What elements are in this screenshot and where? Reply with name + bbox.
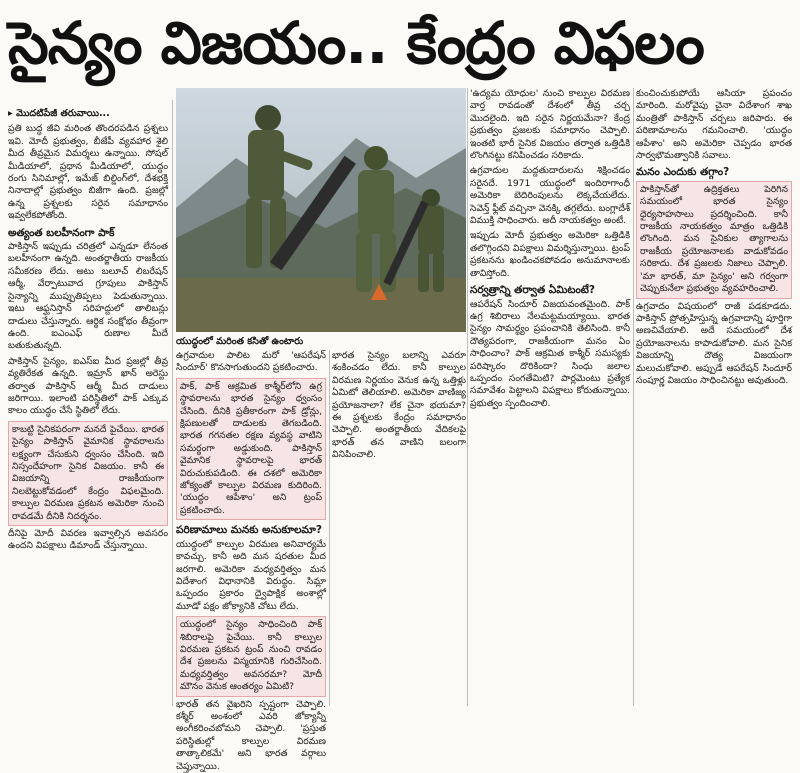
paragraph: ఉగ్రవాదుల పాలిట మరో 'ఆపరేషన్ సిందూర్' కొనసాగుతుందని ప్రకటించారు. bbox=[176, 350, 326, 374]
paragraph: భారత సైన్యం బలాన్ని ఎవరూ శంకించడం లేదు. కానీ కాల్పుల విరమణ నిర్ణయం వెనుక ఉన్న ఒత్తిళ్లు ఏమిటో తెలియాలి. అమెరికా వాణిజ్య ప్రయోజనాలా? లేక చైనా భయమా? ఈ ప్రశ్నలకు కేంద్రం సమాధానం చెప్పాలి. అంతర్జాతీయ వేదికలపై భారత్ తన వాణిని బలంగా వినిపించాలి. bbox=[332, 350, 466, 461]
continued-from-tag: ▸ మొదటిపేజీ తరువాయి... bbox=[8, 108, 110, 119]
paragraph: ప్రతి బుద్ధ జీవి మరింత తొందరపడిన ప్రశ్నలు ఇవి. మోదీ ప్రభుత్వం, బీజేపీ వ్యవహార శైలి మీద తీవ్రమైన విమర్శలు ఉన్నాయి. సోషల్ మీడియాలో, ప్రధాన మీడియాలో, యుద్ధం రంగు సినిమాల్లో, ఇమేజ్ బిల్డింగ్‌లో, దేశభక్తి నినాదాల్లో ప్రభుత్వం బిజీగా ఉంది. ప్రజల్లో ఉన్న ప్రశ్నలకు సరైన సమాధానం ఇవ్వలేకపోతోంది. bbox=[8, 123, 168, 222]
subheading: మనం ఎందుకు తగ్గాం? bbox=[636, 166, 730, 179]
column-divider bbox=[329, 350, 330, 706]
paragraph: 'ఉద్యమ యోధుల' నుంచి కాల్పుల విరమణ వార్త రావడంతో దేశంలో తీవ్ర చర్చ మొదలైంది. ఇది సరైన నిర్ణయమేనా? కేంద్ర ప్రభుత్వం ప్రజలకు సమాధానం చెప్పాలి. ఇంతటి భారీ సైనిక విజయం తర్వాత ఒత్తిడికి లొంగినట్టు కనిపించడం సరికాదు. bbox=[470, 88, 630, 162]
paragraph: యుద్ధంలో కాల్పుల విరమణ అనివార్యమే కావచ్చు. కానీ అది మన షరతుల మీద జరగాలి. అమెరికా మధ్యవర్తిత్వం మన విదేశాంగ విధానానికి విరుద్ధం. సిమ్లా ఒప్పందం ప్రకారం ద్వైపాక్షిక అంశాల్లో మూడో పక్షం జోక్యానికి చోటు లేదు. bbox=[176, 538, 326, 612]
paragraph: పాకిస్తాన్ సైన్యం, ఐఎస్ఐ మీద ప్రజల్లో తీవ్ర వ్యతిరేకత ఉన్నది. ఇమ్రాన్ ఖాన్ అరెస్టు తర్వాత పాకిస్తాన్ ఆర్మీ మీద దాడులు జరిగాయి. ఇలాంటి పరిస్థితిలో పాక్ ఎక్కువ కాలం యుద్ధం చేసే స్థితిలో లేదు. bbox=[8, 355, 168, 417]
subheading: సర్వత్రాన్ని తర్వాత ఏమిటంటే? bbox=[470, 284, 596, 297]
byline: మొదటిపేజీ తరువాయి... bbox=[16, 108, 110, 119]
column-divider bbox=[467, 88, 468, 706]
column-4 bbox=[636, 88, 792, 708]
paragraph: ఉగ్రవాదం విషయంలో రాజీ పడకూడదు. పాకిస్తాన్ ప్రోత్సహిస్తున్న ఉగ్రవాదాన్ని పూర్తిగా అణచివేయాలి. అదే సమయంలో దేశ ప్రయోజనాలను కాపాడుకోవాలి. మన సైనిక విజయాన్ని దౌత్య విజయంగా మలుచుకోవాలి. అప్పుడే ఆపరేషన్ సిందూర్ సంపూర్ణ విజయం సాధించినట్టు అవుతుంది. bbox=[636, 300, 792, 386]
column-2b bbox=[332, 350, 466, 708]
soldiers-image bbox=[176, 88, 466, 332]
highlight-box: పాక్, పాక్ ఆక్రమిత కాశ్మీర్‌లోని ఉగ్ర స్థావరాలను భారత సైన్యం ధ్వంసం చేసింది. దీనికి ప్రతీకారంగా పాక్ డ్రోన్లు, క్షిపణులతో దాడులకు తెగబడింది. భారత గగనతల రక్షణ వ్యవస్థ వాటిని సమర్థంగా అడ్డుకుంది. పాకిస్తాన్ వైమానిక స్థావరాలపై భారత్ విరుచుకుపడింది. ఈ దశలో అమెరికా జోక్యంతో కాల్పుల విరమణ కుదిరింది. 'యుద్ధం ఆపేశాం' అని ట్రంప్ ప్రకటించారు. bbox=[176, 378, 326, 520]
highlight-box: పాకిస్తాన్‌తో ఉద్రిక్తతలు పెరిగిన సమయంలో భారత సైన్యం ధైర్యసాహసాలు ప్రదర్శించింది. కానీ రాజకీయ నాయకత్వం మాత్రం ఒత్తిడికి లొంగింది. మన సైనికుల త్యాగాలను రాజకీయ ప్రయోజనాలకు వాడుకోవడం సరికాదు. దేశ ప్రజలకు నిజాలు చెప్పాలి. 'మా భారత్, మా సైన్యం' అని గర్వంగా చెప్పుకునేలా ప్రభుత్వం వ్యవహరించాలి. bbox=[636, 181, 792, 299]
paragraph: దీనిపై మోదీ వివరణ ఇవ్వాల్సిన అవసరం ఉందని విపక్షాలు డిమాండ్ చేస్తున్నాయి. bbox=[8, 528, 168, 552]
subheading: అత్యంత బలహీనంగా పాక్ bbox=[8, 226, 115, 239]
column-divider bbox=[633, 88, 634, 706]
column-1 bbox=[8, 108, 168, 708]
highlight-box: యుద్ధంలో సైన్యం సాధించింది పాక్ శిబిరాలపై పైచేయి. కానీ కాల్పుల విరమణ ప్రకటన ట్రంప్ నుంచి రావడం దేశ ప్రజలను విస్మయానికి గురిచేసింది. మధ్యవర్తిత్వం అవసరమా? మోదీ మౌనం వెనుక ఆంతర్యం ఏమిటి? bbox=[176, 616, 326, 696]
headline: సైన్యం విజయం.. కేంద్రం విఫలం bbox=[8, 9, 704, 77]
highlight-box: కాబట్టి సైనికపరంగా మనదే పైచేయి. భారత సైన్యం పాకిస్తాన్ వైమానిక స్థావరాలను లక్ష్యంగా చేసుకుని ధ్వంసం చేసింది. ఇది నిస్సందేహంగా సైనిక విజయం. కానీ ఈ విజయాన్ని రాజకీయంగా నిలబెట్టుకోవడంలో కేంద్రం విఫలమైంది. కాల్పుల విరమణ ప్రకటన అమెరికా నుంచి రావడమే దీనికి నిదర్శనం. bbox=[8, 421, 168, 526]
soldiers-photo bbox=[176, 88, 466, 332]
paragraph: భారత్ తన వైఖరిని స్పష్టంగా చెప్పాలి. కశ్మీర్ అంశంలో ఎవరి జోక్యాన్నీ అంగీకరించబోమని చెప్పాలి. 'ప్రస్తుత పరిస్థితుల్లో కాల్పుల విరమణ తాత్కాలికమే' అని భారత వర్గాలు చెప్తున్నాయి. bbox=[176, 698, 326, 772]
column-divider bbox=[172, 100, 173, 706]
column-2 bbox=[176, 350, 326, 772]
paragraph: ఇప్పుడు మోదీ ప్రభుత్వం అమెరికా ఒత్తిడికి తలొగ్గిందని విపక్షాలు విమర్శిస్తున్నాయి. ట్రంప్ ప్రకటనను ఖండించకపోవడం అనుమానాలకు తావిస్తోంది. bbox=[470, 230, 630, 279]
paragraph: ఉగ్రవాదుల మద్దతుదారులను శిక్షించడం సరైనదే. 1971 యుద్ధంలో ఇందిరాగాంధీ అమెరికా బెదిరింపులను లెక్కచేయలేదు. సెవెన్త్ ఫ్లీట్ వచ్చినా వెనక్కి తగ్గలేదు. బంగ్లాదేశ్ విముక్తి సాధించారు. అదీ నాయకత్వం అంటే. bbox=[470, 165, 630, 227]
photo-caption: యుద్ధంలో మరింత కసితో ఉంటారు bbox=[176, 336, 304, 347]
paragraph: కుంచించుకుపోయే ఆసియా ప్రపంచం మారింది. మరోవైపు చైనా విదేశాంగ శాఖ మంత్రితో పాకిస్తాన్ చర్చలు జరిపారు. ఈ పరిణామాలను గమనించాలి. 'యుద్ధం ఆపేశాం' అని అమెరికా చెప్పడం భారత సార్వభౌమత్వానికి సవాలు. bbox=[636, 88, 792, 162]
column-3 bbox=[470, 88, 630, 708]
subheading: పరిణామాలు మనకు అనుకూలమా? bbox=[176, 524, 322, 537]
paragraph: ఆపరేషన్ సిందూర్ విజయవంతమైంది. పాక్ ఉగ్ర శిబిరాలు నేలమట్టమయ్యాయి. భారత సైన్యం సామర్థ్యం ప్రపంచానికి తెలిసింది. కానీ దౌత్యపరంగా, రాజకీయంగా మనం ఏం సాధించాం? పాక్ ఆక్రమిత కాశ్మీర్ సమస్యకు పరిష్కారం దొరికిందా? సింధు జలాల ఒప్పందం సంగతేమిటి? పార్లమెంటు ప్రత్యేక సమావేశం పెట్టాలని విపక్షాలు కోరుతున్నాయి. ప్రభుత్వం స్పందించాలి. bbox=[470, 298, 630, 409]
paragraph: పాకిస్తాన్ ఇప్పుడు చరిత్రలో ఎన్నడూ లేనంత బలహీనంగా ఉన్నది. అంతర్జాతీయ రాజకీయ సమీకరణ లేదు. అటు బలూచ్ లిబరేషన్ ఆర్మీ, వేర్పాటువాద గ్రూపులు పాకిస్తాన్ సైన్యాన్ని ముప్పుతిప్పలు పెడుతున్నాయి. ఇటు ఆఫ్ఘనిస్తాన్ సరిహద్దులో తాలిబన్లు దాడులు చేస్తున్నారు. ఆర్థిక సంక్షోభం తీవ్రంగా ఉంది. ఐఎంఎఫ్ రుణాల మీదే బతుకుతున్నది. bbox=[8, 241, 168, 352]
